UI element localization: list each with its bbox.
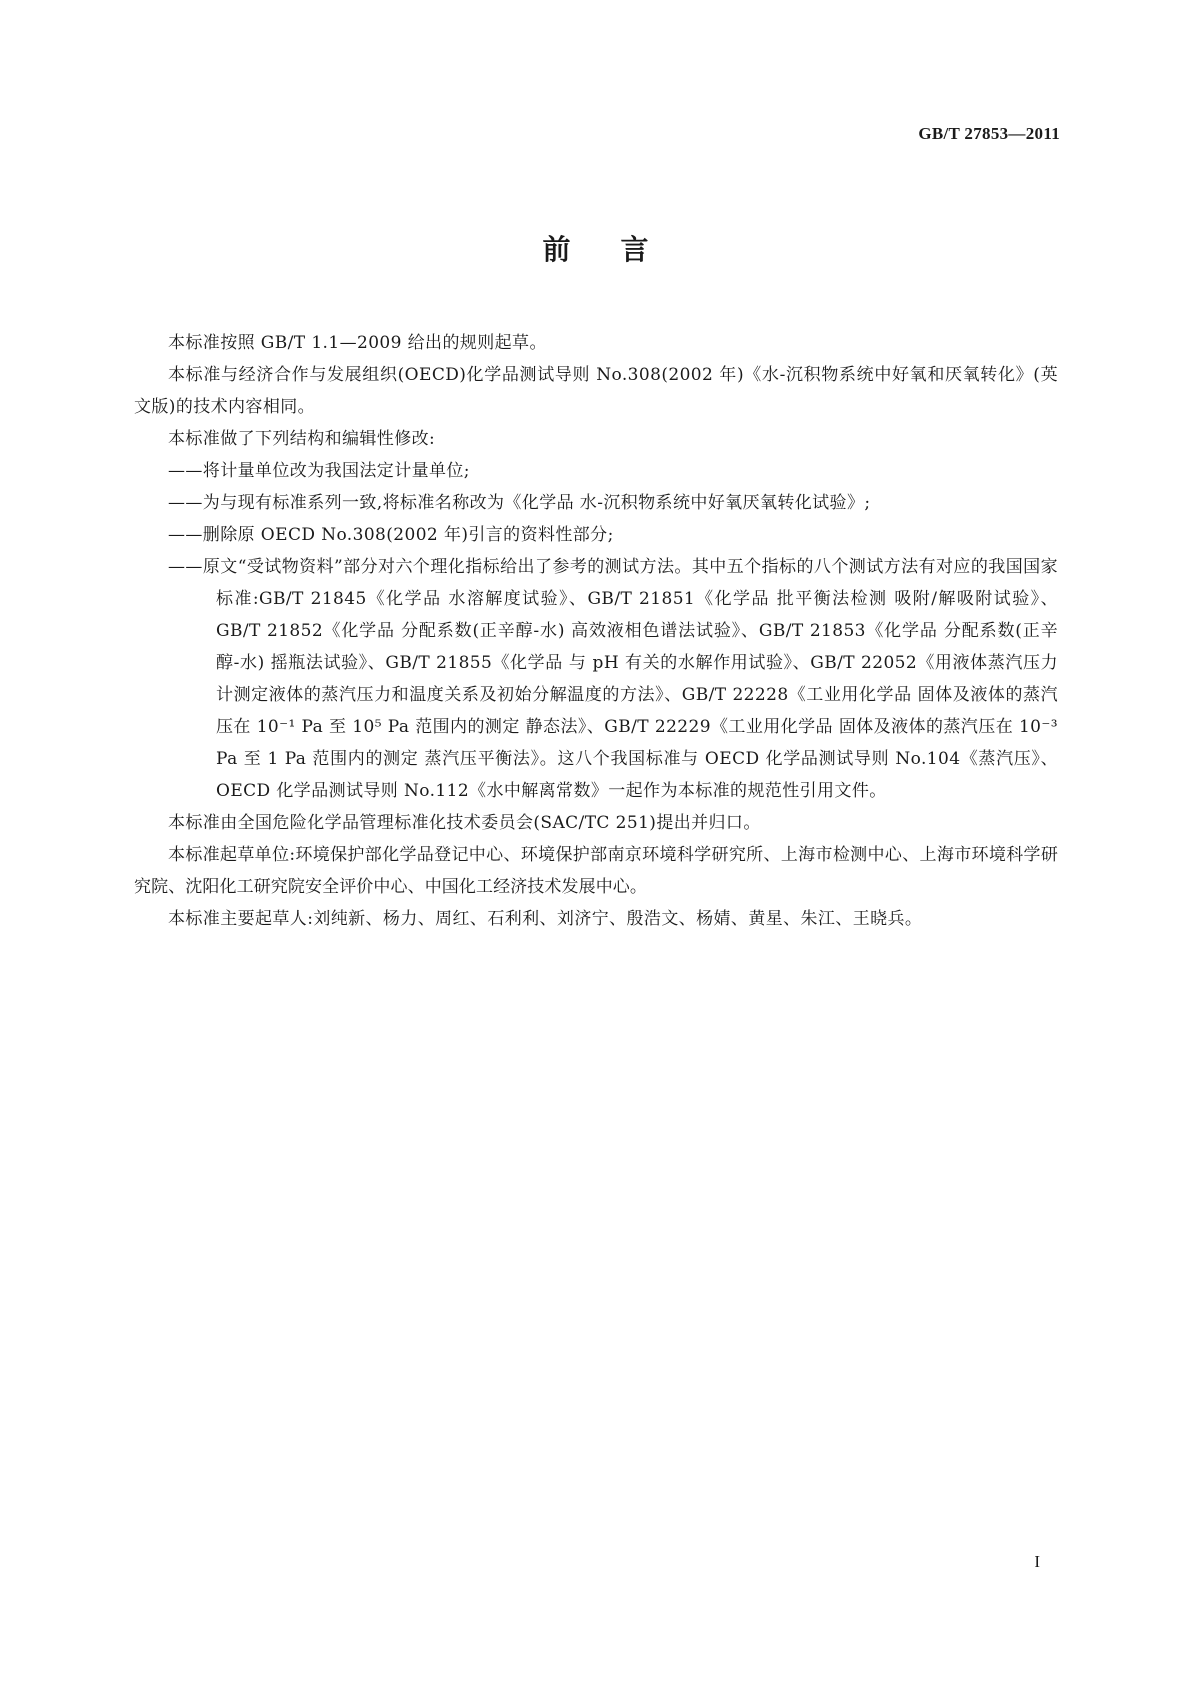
modification-item-units: ——将计量单位改为我国法定计量单位;: [168, 461, 470, 481]
modification-item-title: ——为与现有标准系列一致,将标准名称改为《化学品 水-沉积物系统中好氧厌氧转化试验》;: [168, 493, 871, 513]
modification-item-intro-removed: ——删除原 OECD No.308(2002 年)引言的资料性部分;: [168, 525, 614, 545]
modification-item-test-methods: ——原文“受试物资料”部分对六个理化指标给出了参考的测试方法。其中五个指标的八个测试方法有对应的我国国家标准:GB/T 21845《化学品 水溶解度试验》、GB/T 21851《化学品 批平衡法检测 吸附/解吸附试验》、GB/T 21852《化学品 分配系数(正辛醇-水) 高效液相色谱法试验》、GB/T 21853《化学品 分配系数(正辛醇-水) 摇瓶法试验》、GB/T 21855《化学品 与 pH 有关的水解作用试验》、GB/T 22052《用液体蒸汽压力计测定液体的蒸汽压力和温度关系及初始分解温度的方法》、GB/T 22228《工业用化学品 固体及液体的蒸汽压在 10⁻¹ Pa 至 10⁵ Pa 范围内的测定 静态法》、GB/T 22229《工业用化学品 固体及液体的蒸汽压在 10⁻³ Pa 至 1 Pa 范围内的测定 蒸汽压平衡法》。这八个我国标准与 OECD 化学品测试导则 No.104《蒸汽压》、OECD 化学品测试导则 No.112《水中解离常数》一起作为本标准的规范性引用文件。: [168, 557, 1058, 801]
paragraph-modifications-intro: 本标准做了下列结构和编辑性修改:: [168, 429, 436, 449]
foreword-body: [134, 327, 1058, 935]
page-number: I: [1034, 1552, 1040, 1571]
paragraph-proposer: 本标准由全国危险化学品管理标准化技术委员会(SAC/TC 251)提出并归口。: [168, 813, 761, 833]
paragraph-drafting-units: 本标准起草单位:环境保护部化学品登记中心、环境保护部南京环境科学研究所、上海市检测中心、上海市环境科学研究院、沈阳化工研究院安全评价中心、中国化工经济技术发展中心。: [134, 845, 1058, 897]
paragraph-oecd-equivalence: 本标准与经济合作与发展组织(OECD)化学品测试导则 No.308(2002 年)《水-沉积物系统中好氧和厌氧转化》(英文版)的技术内容相同。: [134, 365, 1058, 417]
paragraph-drafters: 本标准主要起草人:刘纯新、杨力、周红、石利利、刘济宁、殷浩文、杨婧、黄星、朱江、王晓兵。: [168, 909, 923, 929]
page-title: 前言: [542, 233, 699, 266]
standard-code: GB/T 27853—2011: [918, 124, 1060, 143]
paragraph-drafting-rules: 本标准按照 GB/T 1.1—2009 给出的规则起草。: [168, 333, 547, 353]
